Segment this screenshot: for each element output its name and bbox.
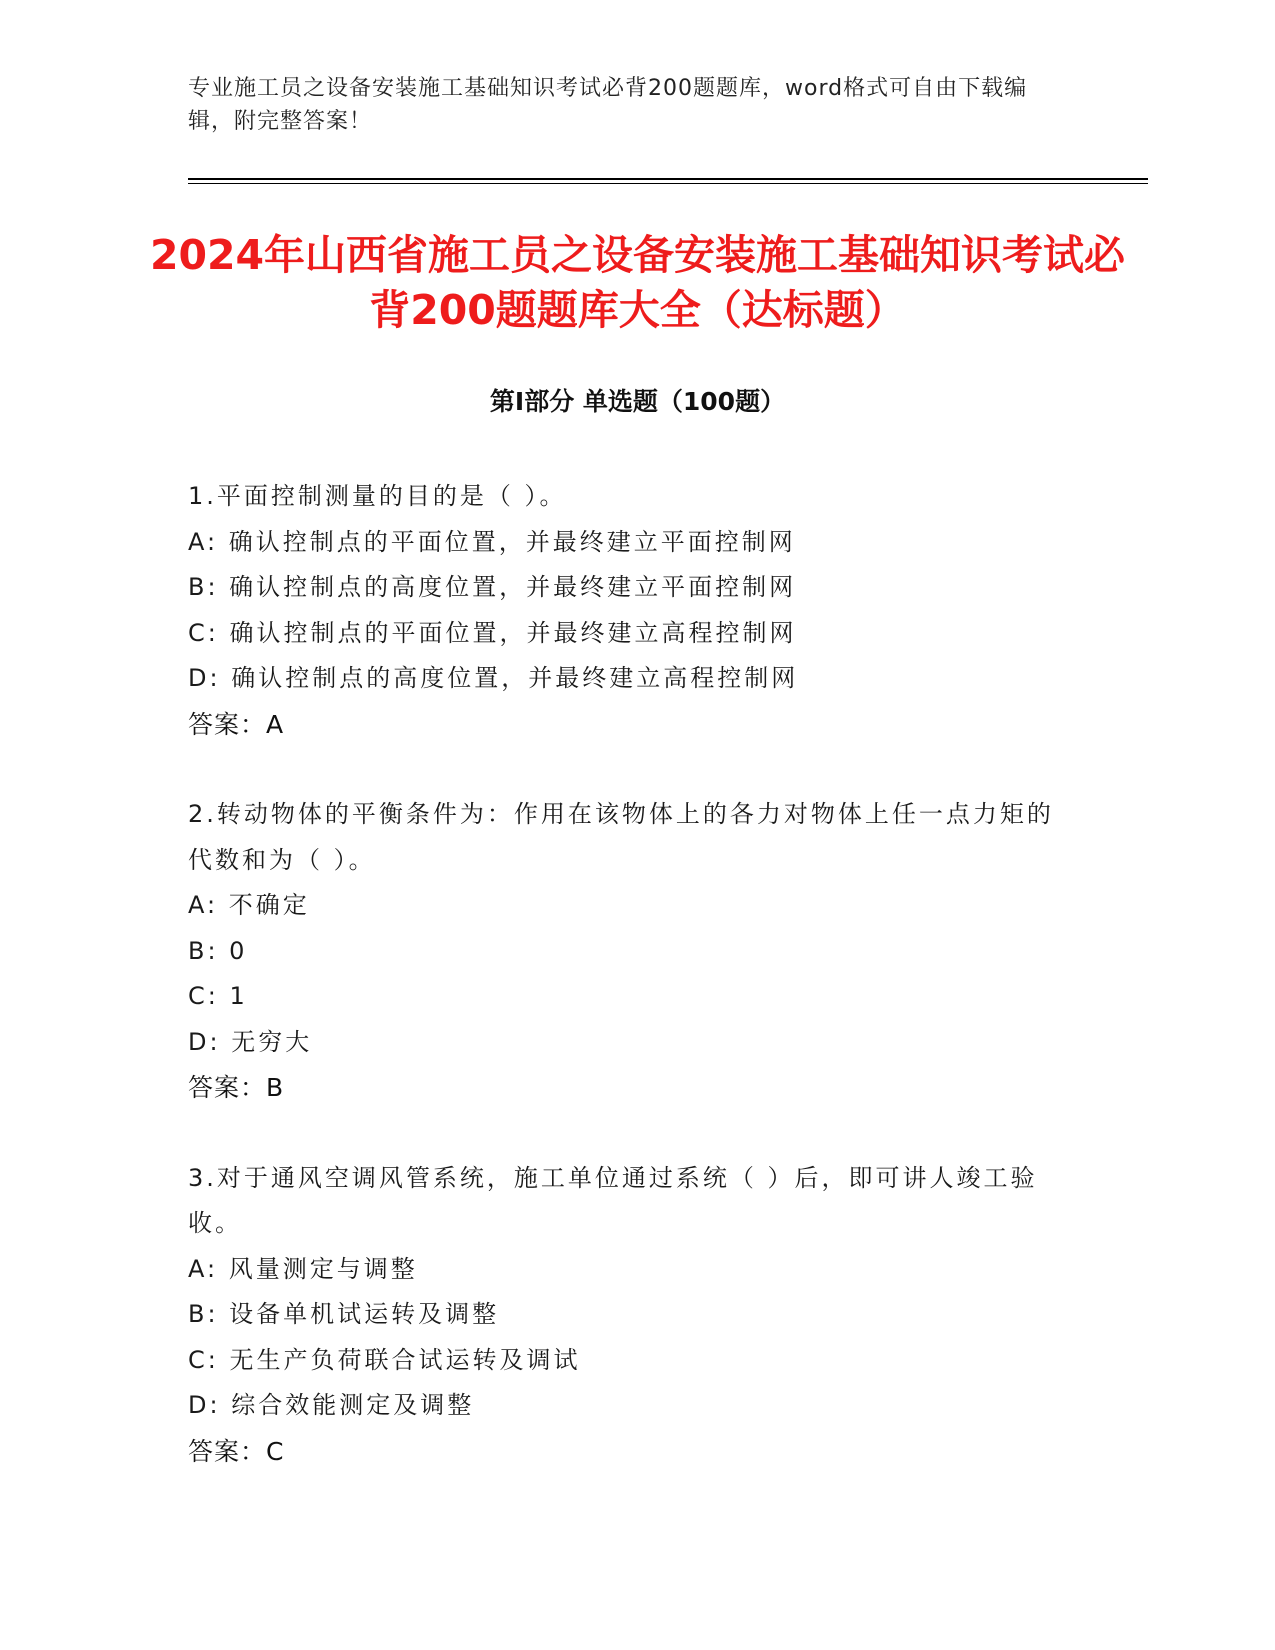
option-b: B: 0 bbox=[188, 936, 248, 965]
header-note: 专业施工员之设备安装施工基础知识考试必背200题题库，word格式可自由下载编辑，附完整答案！ bbox=[188, 76, 1028, 134]
header-rule-thick bbox=[188, 178, 1148, 180]
answer: 答案：A bbox=[188, 709, 285, 739]
question-2 bbox=[188, 792, 1078, 1111]
option-b: B: 设备单机试运转及调整 bbox=[188, 1300, 500, 1328]
option-a: A: 不确定 bbox=[188, 891, 310, 919]
answer: 答案：C bbox=[188, 1436, 285, 1466]
document-title: 2024年山西省施工员之设备安装施工基础知识考试必背200题题库大全（达标题） bbox=[149, 231, 1126, 334]
option-a: A: 风量测定与调整 bbox=[188, 1254, 418, 1283]
question-3 bbox=[188, 1156, 1078, 1475]
option-d: D: 无穷大 bbox=[188, 1027, 313, 1056]
answer: 答案：B bbox=[188, 1073, 285, 1102]
option-d: D: 综合效能测定及调整 bbox=[188, 1391, 475, 1419]
section-title: 第Ⅰ部分 单选题（100题） bbox=[489, 387, 786, 416]
option-a: A: 确认控制点的平面位置，并最终建立平面控制网 bbox=[188, 527, 796, 556]
question-stem: 2.转动物体的平衡条件为：作用在该物体上的各力对物体上任一点力矩的代数和为（ ）。 bbox=[188, 800, 1054, 874]
option-c: C: 1 bbox=[188, 982, 248, 1010]
header-rule-thin bbox=[188, 183, 1148, 184]
question-1 bbox=[188, 474, 1078, 747]
option-b: B: 确认控制点的高度位置，并最终建立平面控制网 bbox=[188, 573, 797, 601]
option-c: C: 无生产负荷联合试运转及调试 bbox=[188, 1345, 581, 1374]
question-stem: 3.对于通风空调风管系统，施工单位通过系统（ ）后，即可讲人竣工验收。 bbox=[188, 1163, 1038, 1237]
question-stem: 1.平面控制测量的目的是（ ）。 bbox=[188, 482, 567, 510]
option-c: C: 确认控制点的平面位置，并最终建立高程控制网 bbox=[188, 618, 797, 647]
option-d: D: 确认控制点的高度位置，并最终建立高程控制网 bbox=[188, 664, 799, 692]
question-list bbox=[188, 474, 1078, 1519]
